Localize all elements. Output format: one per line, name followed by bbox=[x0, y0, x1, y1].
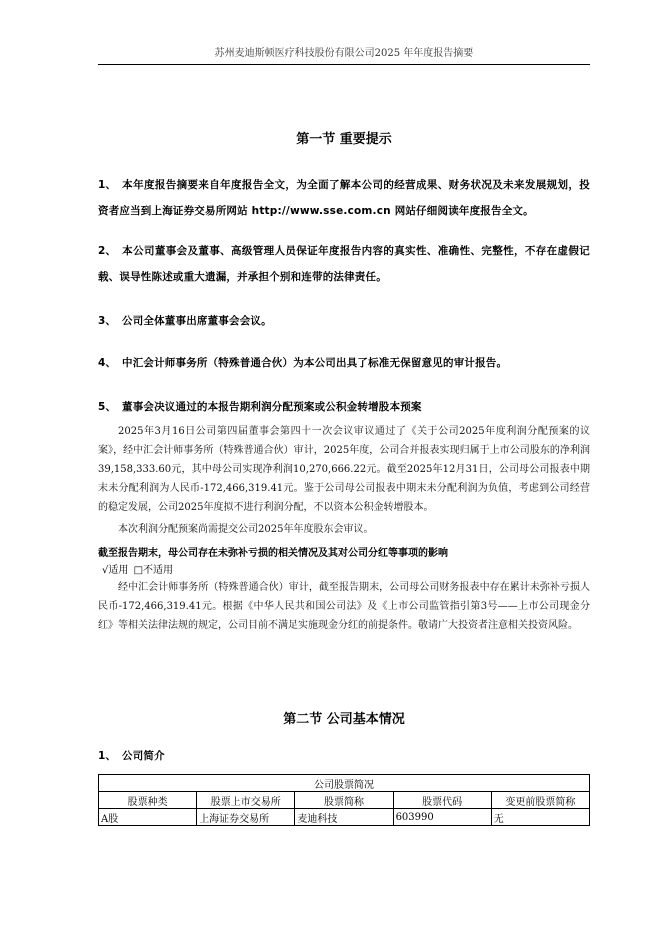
column-header: 股票种类 bbox=[99, 792, 197, 809]
notice-item-3 bbox=[98, 308, 590, 334]
item-text: 中汇会计师事务所（特殊普通合伙）为本公司出具了标准无保留意见的审计报告。 bbox=[122, 357, 508, 369]
profit-distribution-paragraph: 2025年3月16日公司第四届董事会第四十一次会议审议通过了《关于公司2025年度利润分配预案的议案》，经中汇会计师事务所（特殊普通合伙）审计，2025年度，公司合并报表实现归属于上市公司股东的净利润39,158,333.60元，其中母公司实现净利润10,270,666.22元。截至2025年12月31日，公司母公司报表中期末未分配利润为人民币-172,466,319.41元。鉴于公司母公司报表中期末未分配利润为负值，考虑到公司经营的稳定发展，公司2025年度拟不进行利润分配，不以资本公积金转增股本。 bbox=[98, 426, 590, 513]
notice-item-1 bbox=[98, 172, 590, 224]
table-cell: A股 bbox=[99, 809, 197, 826]
table-row bbox=[99, 809, 590, 826]
column-header: 股票上市交易所 bbox=[197, 792, 295, 809]
item-number: 1、 bbox=[98, 179, 117, 191]
notice-item-4 bbox=[98, 350, 590, 376]
section-1-title: 第一节 重要提示 bbox=[296, 132, 392, 147]
notice-item-2 bbox=[98, 238, 590, 290]
section-2-title: 第二节 公司基本情况 bbox=[283, 712, 405, 727]
item-text: 董事会决议通过的本报告期利润分配预案或公积金转增股本预案 bbox=[122, 401, 422, 413]
item-text: 公司全体董事出席董事会会议。 bbox=[122, 315, 272, 327]
item-number: 1、 bbox=[98, 750, 117, 762]
not-applicable-checkbox: □不适用 bbox=[133, 565, 174, 576]
column-header: 股票简称 bbox=[295, 792, 393, 809]
table-cell: 上海证券交易所 bbox=[197, 809, 295, 826]
applicability-options bbox=[102, 561, 175, 576]
page-header: 苏州麦迪斯顿医疗科技股份有限公司2025 年年度报告摘要 bbox=[98, 44, 590, 65]
item-text: 公司简介 bbox=[122, 750, 165, 762]
table-cell: 麦迪科技 bbox=[295, 809, 393, 826]
item-text: 本公司董事会及董事、高级管理人员保证年度报告内容的真实性、准确性、完整性，不存在虚假记载、误导性陈述或重大遗漏，并承担个别和连带的法律责任。 bbox=[98, 245, 590, 283]
item-number: 2、 bbox=[98, 245, 117, 257]
table-cell: 无 bbox=[491, 809, 589, 826]
item-text: 本年度报告摘要来自年度报告全文，为全面了解本公司的经营成果、财务状况及未来发展规划，投资者应当到上海证券交易所网站 http://www.sse.com.cn 网站仔细阅读年度报告全文。 bbox=[98, 179, 590, 217]
company-profile-heading bbox=[98, 746, 590, 766]
deficit-heading: 截至报告期末，母公司存在未弥补亏损的相关情况及其对公司分红等事项的影响 bbox=[98, 548, 448, 559]
table-caption: 公司股票简况 bbox=[99, 775, 590, 792]
item-number: 4、 bbox=[98, 357, 117, 369]
deficit-paragraph: 经中汇会计师事务所（特殊普通合伙）审计，截至报告期末，公司母公司财务报表中存在累计未弥补亏损人民币-172,466,319.41元。根据《中华人民共和国公司法》及《上市公司监管指引第3号——上市公司现金分红》等相关法律法规的规定，公司目前不满足实施现金分红的前提条件。敬请广大投资者注意相关投资风险。 bbox=[98, 582, 590, 631]
applicable-checkbox: √适用 bbox=[102, 565, 129, 576]
table-caption-row bbox=[99, 775, 590, 792]
shareholder-approval-paragraph: 本次利润分配预案尚需提交公司2025年年度股东会审议。 bbox=[118, 524, 374, 535]
notice-item-5 bbox=[98, 394, 590, 420]
column-header: 股票代码 bbox=[393, 792, 491, 809]
table-cell: 603990 bbox=[393, 809, 491, 826]
item-number: 5、 bbox=[98, 401, 117, 413]
stock-info-table bbox=[98, 774, 590, 826]
item-number: 3、 bbox=[98, 315, 117, 327]
column-header: 变更前股票简称 bbox=[491, 792, 589, 809]
table-header-row bbox=[99, 792, 590, 809]
